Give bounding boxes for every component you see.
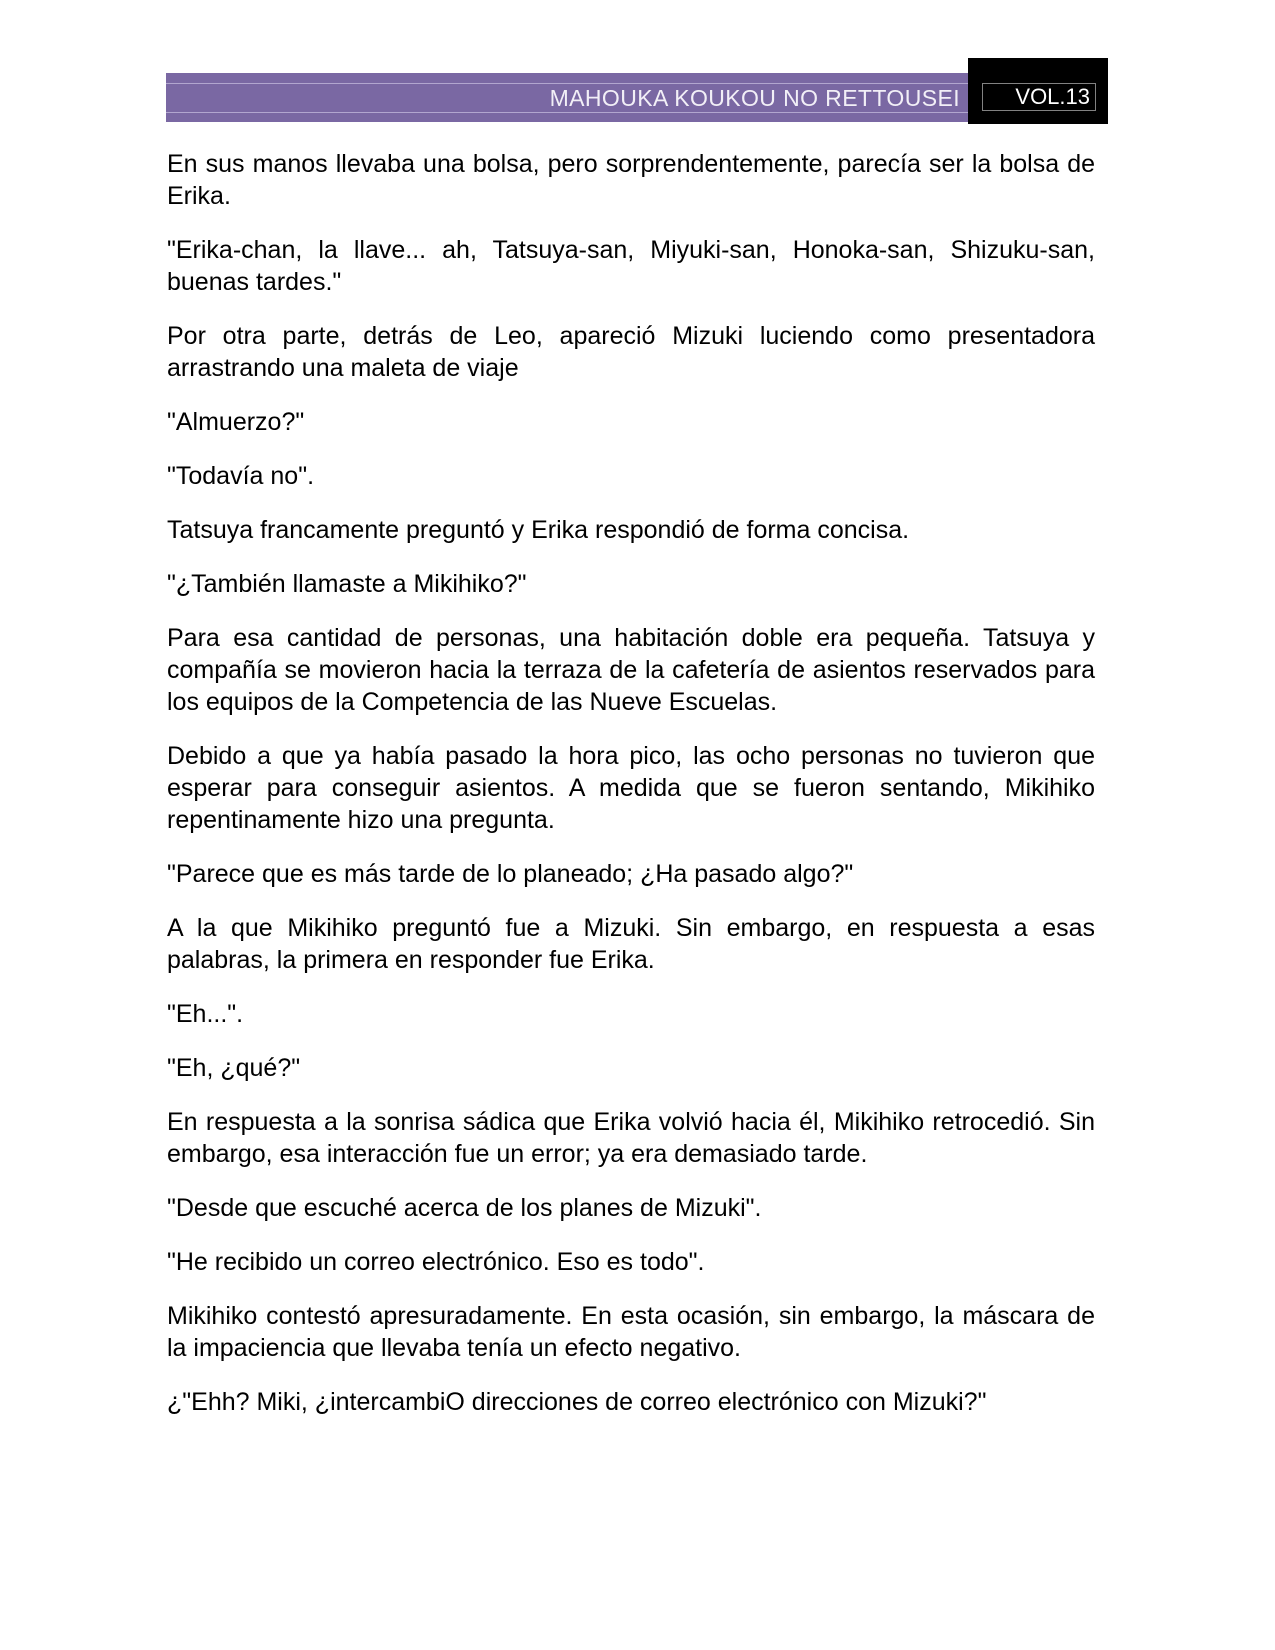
paragraph: Mikihiko contestó apresuradamente. En esta ocasión, sin embargo, la máscara de la impaciencia que llevaba tenía un efecto negativo. [167,1302,1095,1362]
paragraph: ¿"Ehh? Miki, ¿intercambiO direcciones de correo electrónico con Mizuki?" [167,1388,987,1416]
paragraph: A la que Mikihiko preguntó fue a Mizuki. Sin embargo, en respuesta a esas palabras, la primera en responder fue Erika. [167,914,1095,974]
page-body [167,148,1095,1440]
page-header-bar [166,73,968,122]
paragraph: "He recibido un correo electrónico. Eso es todo". [167,1248,705,1276]
paragraph: "Parece que es más tarde de lo planeado; ¿Ha pasado algo?" [167,860,854,888]
paragraph: "Erika-chan, la llave... ah, Tatsuya-san, Miyuki-san, Honoka-san, Shizuku-san, buenas tardes." [167,236,1095,296]
paragraph: "Eh, ¿qué?" [167,1054,301,1082]
header-title: MAHOUKA KOUKOU NO RETTOUSEI [549,84,960,111]
paragraph: "¿También llamaste a Mikihiko?" [167,570,527,598]
paragraph: "Desde que escuché acerca de los planes de Mizuki". [167,1194,762,1222]
paragraph: Para esa cantidad de personas, una habitación doble era pequeña. Tatsuya y compañía se movieron hacia la terraza de la cafetería de asientos reservados para los equipos de la Competencia de las Nueve Escuelas. [167,624,1095,716]
paragraph: En respuesta a la sonrisa sádica que Erika volvió hacia él, Mikihiko retrocedió. Sin embargo, esa interacción fue un error; ya era demasiado tarde. [167,1108,1095,1168]
paragraph: Por otra parte, detrás de Leo, apareció Mizuki luciendo como presentadora arrastrando una maleta de viaje [167,322,1095,382]
paragraph: Tatsuya francamente preguntó y Erika respondió de forma concisa. [167,516,910,544]
paragraph: "Eh...". [167,1000,244,1028]
paragraph: "Todavía no". [167,462,315,490]
volume-badge [968,58,1108,124]
paragraph: "Almuerzo?" [167,408,305,436]
header-rule-bottom [166,112,968,113]
volume-label: VOL.13 [982,83,1096,111]
paragraph: Debido a que ya había pasado la hora pico, las ocho personas no tuvieron que esperar para conseguir asientos. A medida que se fueron sentando, Mikihiko repentinamente hizo una pregunta. [167,742,1095,834]
paragraph: En sus manos llevaba una bolsa, pero sorprendentemente, parecía ser la bolsa de Erika. [167,150,1095,210]
